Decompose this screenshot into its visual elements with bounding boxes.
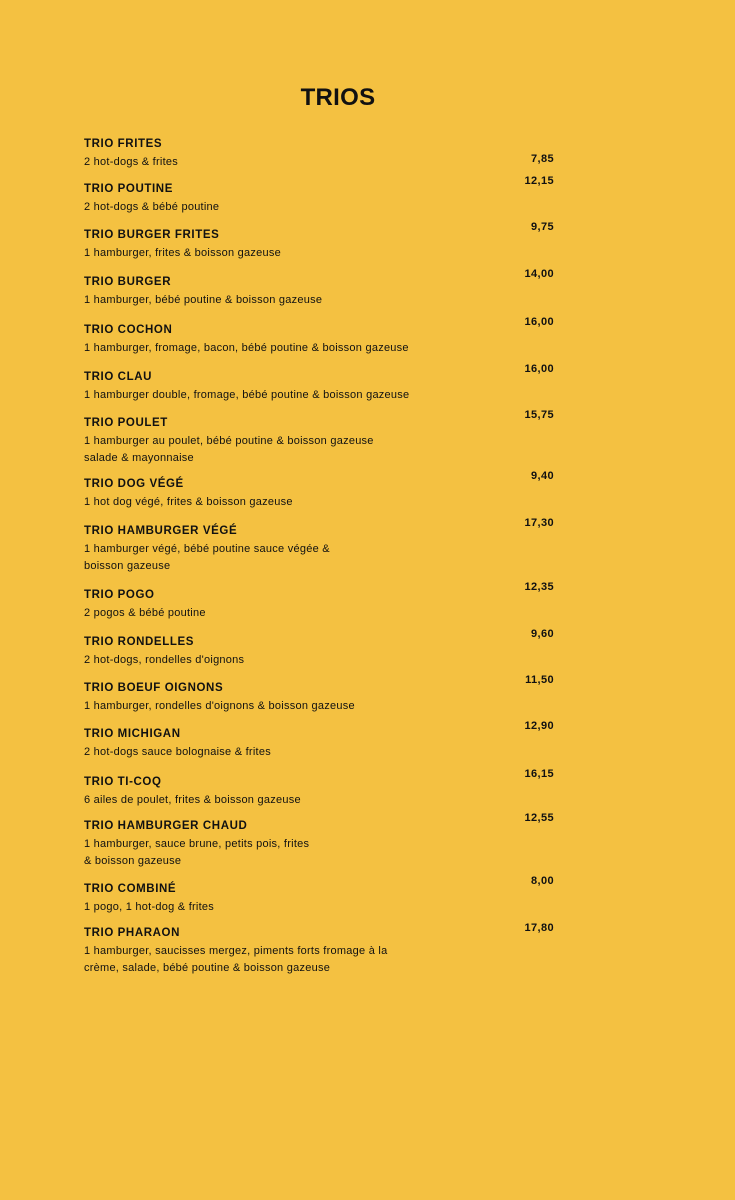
menu-item-description: 1 hamburger, frites & boisson gazeuse: [84, 247, 281, 259]
menu-item-description: 1 hamburger, bébé poutine & boisson gazeuse: [84, 294, 323, 306]
menu-item-description: 1 hot dog végé, frites & boisson gazeuse: [84, 496, 293, 508]
menu-item-description: 1 pogo, 1 hot-dog & frites: [84, 901, 215, 913]
menu-item-price: 12,35: [524, 581, 554, 593]
menu-item-name: TRIO HAMBURGER VÉGÉ: [84, 525, 238, 537]
menu-item-name: TRIO POGO: [84, 589, 155, 601]
menu-item-description: 1 hamburger au poulet, bébé poutine & boisson gazeuse salade & mayonnaise: [84, 435, 374, 464]
menu-item-name: TRIO TI-COQ: [84, 776, 162, 788]
menu-item-name: TRIO HAMBURGER CHAUD: [84, 820, 248, 832]
menu-item-name: TRIO PHARAON: [84, 927, 181, 939]
menu-item-price: 7,85: [530, 153, 554, 165]
page-title: TRIOS: [300, 84, 376, 111]
menu-item-description: 1 hamburger, saucisses mergez, piments forts fromage à la crème, salade, bébé poutine & boisson gazeuse: [84, 945, 388, 974]
menu-item-name: TRIO DOG VÉGÉ: [84, 478, 184, 490]
menu-item-price: 9,60: [530, 628, 554, 640]
menu-item-price: 17,30: [524, 517, 554, 529]
menu-item-name: TRIO COCHON: [84, 324, 173, 336]
menu-item-name: TRIO CLAU: [84, 371, 153, 383]
menu-item-description: 2 hot-dogs & bébé poutine: [84, 201, 220, 213]
menu-item-description: 1 hamburger végé, bébé poutine sauce végée & boisson gazeuse: [84, 543, 330, 572]
menu-item-name: TRIO COMBINÉ: [84, 883, 177, 895]
menu-item-description: 6 ailes de poulet, frites & boisson gazeuse: [84, 794, 301, 806]
menu-item-description: 2 hot-dogs, rondelles d'oignons: [84, 654, 245, 666]
menu-item-name: TRIO POULET: [84, 417, 168, 429]
menu-item-description: 1 hamburger double, fromage, bébé poutine & boisson gazeuse: [84, 389, 410, 401]
menu-item-price: 12,90: [524, 720, 554, 732]
menu-item-description: 1 hamburger, rondelles d'oignons & boisson gazeuse: [84, 700, 355, 712]
menu-item-price: 14,00: [524, 268, 554, 280]
menu-item-price: 16,00: [524, 363, 554, 375]
menu-item-name: TRIO BURGER FRITES: [84, 229, 220, 241]
menu-item-price: 15,75: [524, 409, 554, 421]
menu-item-name: TRIO MICHIGAN: [84, 728, 181, 740]
menu-item-description: 2 hot-dogs & frites: [84, 156, 179, 168]
menu-item-description: 2 pogos & bébé poutine: [84, 607, 206, 619]
menu-item-description: 1 hamburger, sauce brune, petits pois, frites & boisson gazeuse: [84, 838, 310, 867]
menu-item-price: 16,15: [524, 768, 554, 780]
menu-item-price: 11,50: [525, 674, 554, 686]
menu-item-description: 2 hot-dogs sauce bolognaise & frites: [84, 746, 271, 758]
menu-item-price: 12,55: [524, 812, 554, 824]
menu-item-price: 17,80: [524, 922, 554, 934]
menu-item-price: 16,00: [524, 316, 554, 328]
menu-item-name: TRIO POUTINE: [84, 183, 173, 195]
menu-item-price: 8,00: [530, 875, 554, 887]
menu-item-name: TRIO BOEUF OIGNONS: [84, 682, 224, 694]
menu-item-price: 9,40: [530, 470, 554, 482]
menu-item-name: TRIO BURGER: [84, 276, 172, 288]
menu-item-price: 12,15: [524, 175, 554, 187]
menu-item-description: 1 hamburger, fromage, bacon, bébé poutine & boisson gazeuse: [84, 342, 409, 354]
menu-item-name: TRIO RONDELLES: [84, 636, 194, 648]
menu-item-price: 9,75: [530, 221, 554, 233]
menu-item-name: TRIO FRITES: [84, 138, 163, 150]
